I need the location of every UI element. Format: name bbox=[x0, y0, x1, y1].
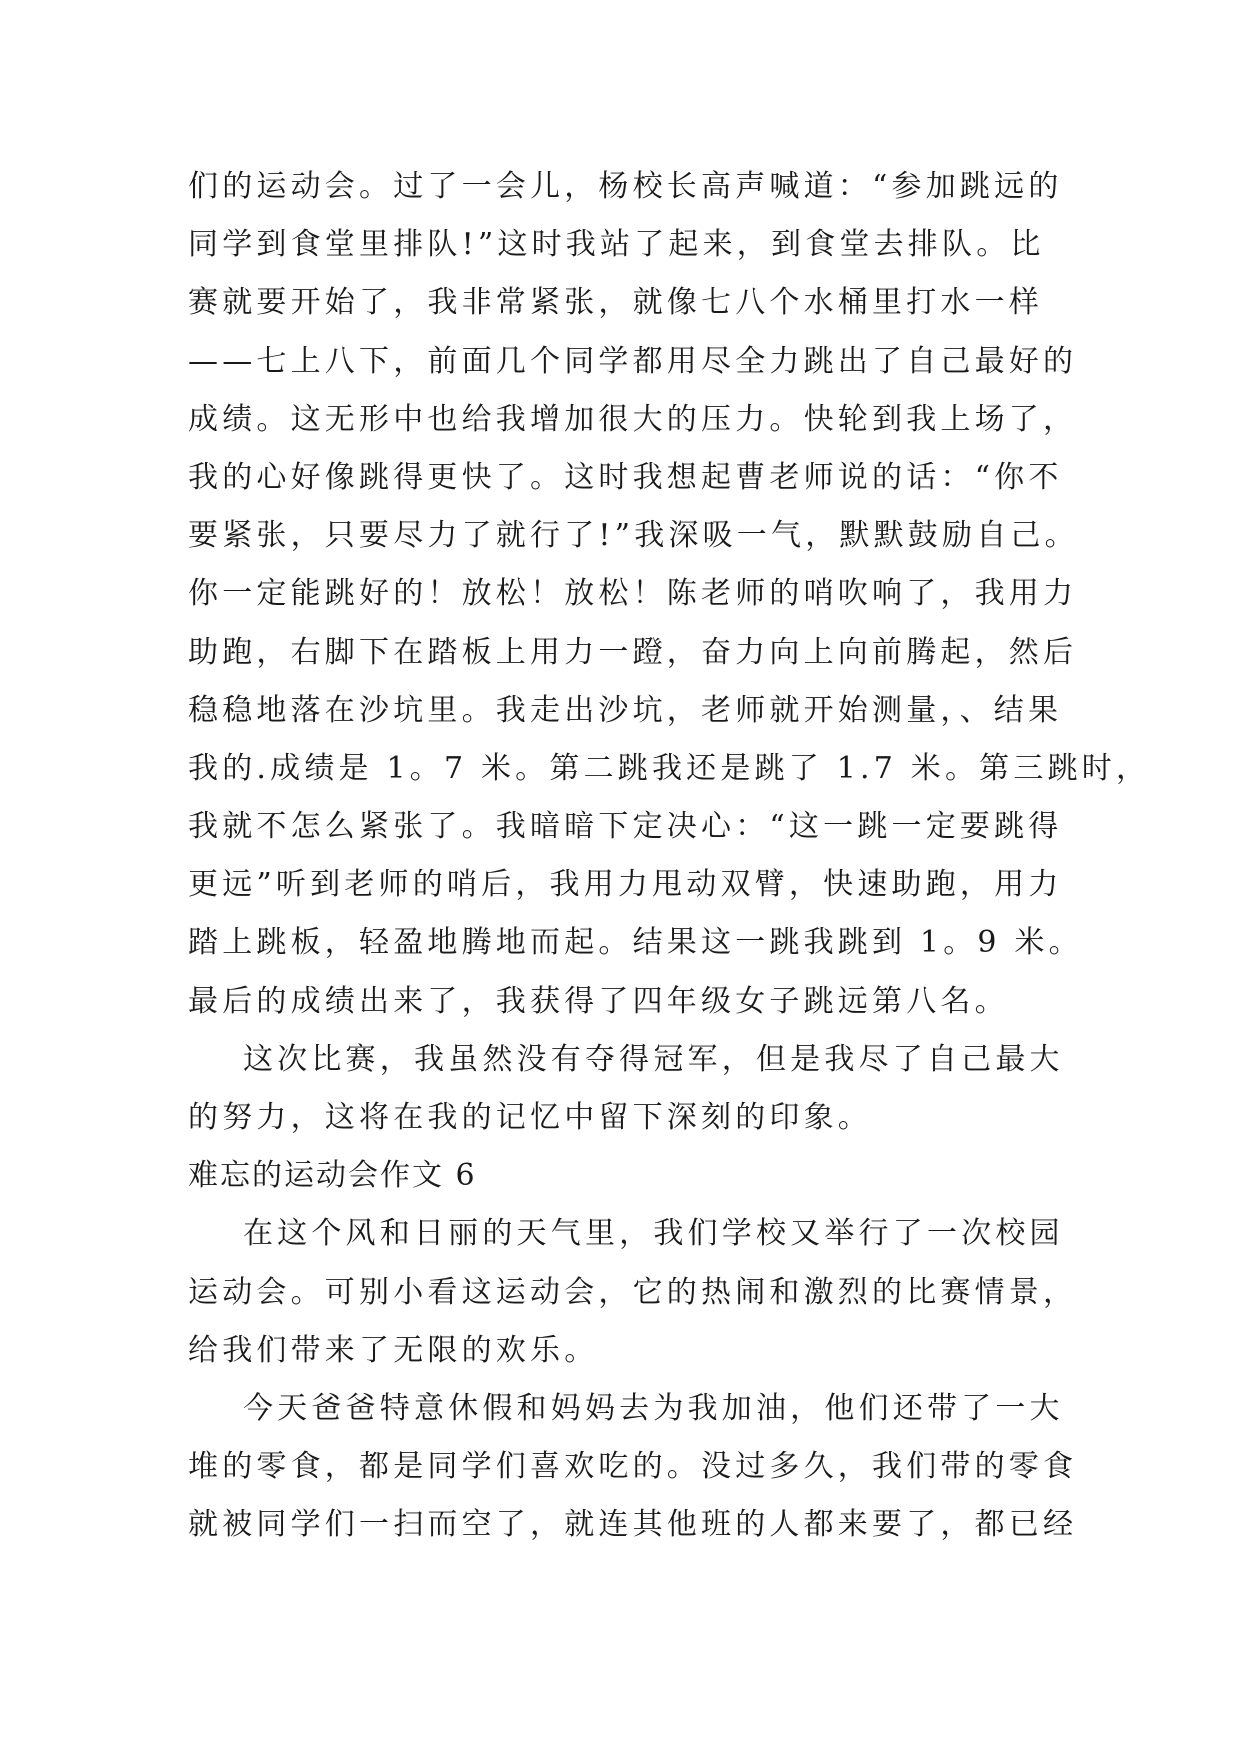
text-line: 我的心好像跳得更快了。这时我想起曹老师说的话：“你不 bbox=[188, 459, 1063, 495]
section-title: 难忘的运动会作文 6 bbox=[188, 1158, 477, 1194]
text-line: 就被同学们一扫而空了，就连其他班的人都来要了，都已经 bbox=[188, 1507, 1078, 1543]
text-line: 的努力，这将在我的记忆中留下深刻的印象。 bbox=[188, 1100, 872, 1135]
text-line: 更远”听到老师的哨后，我用力甩动双臂，快速助跑，用力 bbox=[188, 867, 1063, 903]
paragraph-start-line: 这次比赛，我虽然没有夺得冠军，但是我尽了自己最大 bbox=[188, 1041, 1064, 1077]
text-line: 堆的零食，都是同学们喜欢吃的。没过多久，我们带的零食 bbox=[188, 1449, 1078, 1485]
essay-body bbox=[188, 158, 1151, 1555]
text-line: 运动会。可别小看这运动会，它的热闹和激烈的比赛情景， bbox=[188, 1274, 1078, 1310]
text-line: ——七上八下，前面几个同学都用尽全力跳出了自己最好的 bbox=[188, 343, 1078, 379]
text-line: 我就不怎么紧张了。我暗暗下定决心：“这一跳一定要跳得 bbox=[188, 809, 1063, 845]
text-line: 们的运动会。过了一会儿，杨校长高声喊道：“参加跳远的 bbox=[188, 169, 1063, 204]
text-line: 同学到食堂里排队!”这时我站了起来，到食堂去排队。比 bbox=[188, 227, 1045, 263]
paragraph-start-line: 今天爸爸特意休假和妈妈去为我加油，他们还带了一大 bbox=[188, 1390, 1064, 1426]
text-line: 最后的成绩出来了，我获得了四年级女子跳远第八名。 bbox=[188, 983, 1009, 1019]
text-line: 成绩。这无形中也给我增加很大的压力。快轮到我上场了， bbox=[188, 401, 1078, 437]
text-line: 要紧张，只要尽力了就行了!”我深吸一气，默默鼓励自己。 bbox=[188, 518, 1079, 554]
text-line: 赛就要开始了，我非常紧张，就像七八个水桶里打水一样 bbox=[188, 285, 1043, 321]
text-line: 我的.成绩是 1。7 米。第二跳我还是跳了 1.7 米。第三跳时， bbox=[188, 750, 1151, 786]
text-line: 你一定能跳好的！放松！放松！陈老师的哨吹响了，我用力 bbox=[188, 576, 1078, 612]
text-line: 稳稳地落在沙坑里。我走出沙坑，老师就开始测量，、结果 bbox=[188, 692, 1063, 728]
text-line: 踏上跳板，轻盈地腾地而起。结果这一跳我跳到 1。9 米。 bbox=[188, 925, 1083, 961]
paragraph-start-line: 在这个风和日丽的天气里，我们学校又举行了一次校园 bbox=[188, 1216, 1064, 1252]
text-line: 助跑，右脚下在踏板上用力一蹬，奋力向上向前腾起，然后 bbox=[188, 634, 1078, 670]
text-line: 给我们带来了无限的欢乐。 bbox=[188, 1332, 599, 1368]
